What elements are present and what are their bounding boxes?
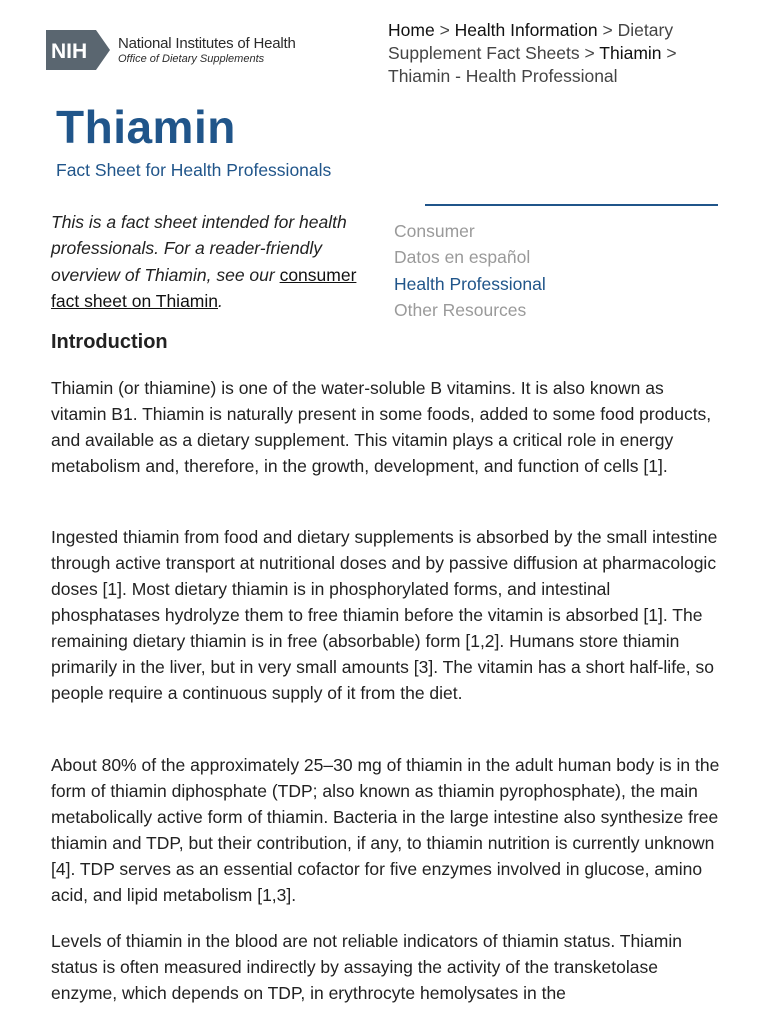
breadcrumb-fact-sheets[interactable]: Dietary Supplement Fact Sheets <box>388 20 674 63</box>
side-nav-spanish[interactable]: Datos en español <box>394 247 531 268</box>
breadcrumb-thiamin[interactable]: Thiamin <box>599 43 662 63</box>
intro-note-text: This is a fact sheet intended for health professionals. For a reader-friendly overview of Thiamin, see our <box>51 212 347 285</box>
nih-badge-icon <box>46 30 112 70</box>
nih-logo[interactable] <box>46 30 296 70</box>
breadcrumb <box>388 19 728 88</box>
side-nav-divider <box>425 204 718 206</box>
section-heading-introduction: Introduction <box>51 331 168 353</box>
breadcrumb-home[interactable]: Home <box>388 20 435 40</box>
logo-org-name: National Institutes of Health <box>118 34 296 52</box>
consumer-fact-sheet-link[interactable]: consumer fact sheet on Thiamin <box>51 264 357 311</box>
side-nav-other-resources[interactable]: Other Resources <box>394 299 527 320</box>
paragraph: Ingested thiamin from food and dietary supplements is absorbed by the small intestine through active transport at nutritional doses and by passive diffusion at pharmacologic doses [1]. Most dietary thiamin is in phosphorylated forms, and intestinal phosphatases hydrolyze them to free thiamin before the vitamin is absorbed [1]. The remaining dietary thiamin is in free (absorbable) form [1,2]. Humans store thiamin primarily in the liver, but in very small amounts [3]. The vitamin has a short half-life, so people require a continuous supply of it from the diet. <box>51 527 718 703</box>
side-nav-consumer[interactable]: Consumer <box>394 221 475 241</box>
side-nav-health-professional[interactable]: Health Professional <box>394 273 546 294</box>
side-nav <box>394 218 546 323</box>
page-subtitle: Fact Sheet for Health Professionals <box>56 160 332 180</box>
breadcrumb-health-information[interactable]: Health Information <box>454 20 598 40</box>
intro-note-trailing: . <box>218 290 223 311</box>
logo-badge-text: NIH <box>51 40 88 63</box>
breadcrumb-separator: > <box>602 20 613 40</box>
paragraph: About 80% of the approximately 25–30 mg of thiamin in the adult human body is in the form of thiamin diphosphate (TDP; also known as thiamin pyrophosphate), the main metabolically active form of thiamin. Bacteria in the large intestine also synthesize free thiamin and TDP, but their contribution, if any, to thiamin nutrition is currently unknown [4]. TDP serves as an essential cofactor for five enzymes involved in glucose, amino acid, and lipid metabolism [1,3]. <box>51 755 720 905</box>
breadcrumb-separator: > <box>439 20 450 40</box>
paragraph: Thiamin (or thiamine) is one of the water-soluble B vitamins. It is also known as vitamin B1. Thiamin is naturally present in some foods, added to some food products, and available as a dietary supplement. This vitamin plays a critical role in energy metabolism and, therefore, in the growth, development, and function of cells [1]. <box>51 378 712 476</box>
page-title: Thiamin <box>56 101 236 153</box>
paragraph: Levels of thiamin in the blood are not reliable indicators of thiamin status. Thiamin status is often measured indirectly by assaying the activity of the transketolase enzyme, which depends on TDP, in erythrocyte hemolysates in the <box>51 931 682 1003</box>
breadcrumb-current: Thiamin - Health Professional <box>388 66 618 86</box>
intro-note <box>51 209 371 314</box>
breadcrumb-separator: > <box>584 43 595 63</box>
logo-office-name: Office of Dietary Supplements <box>118 52 265 65</box>
breadcrumb-separator: > <box>666 43 677 63</box>
